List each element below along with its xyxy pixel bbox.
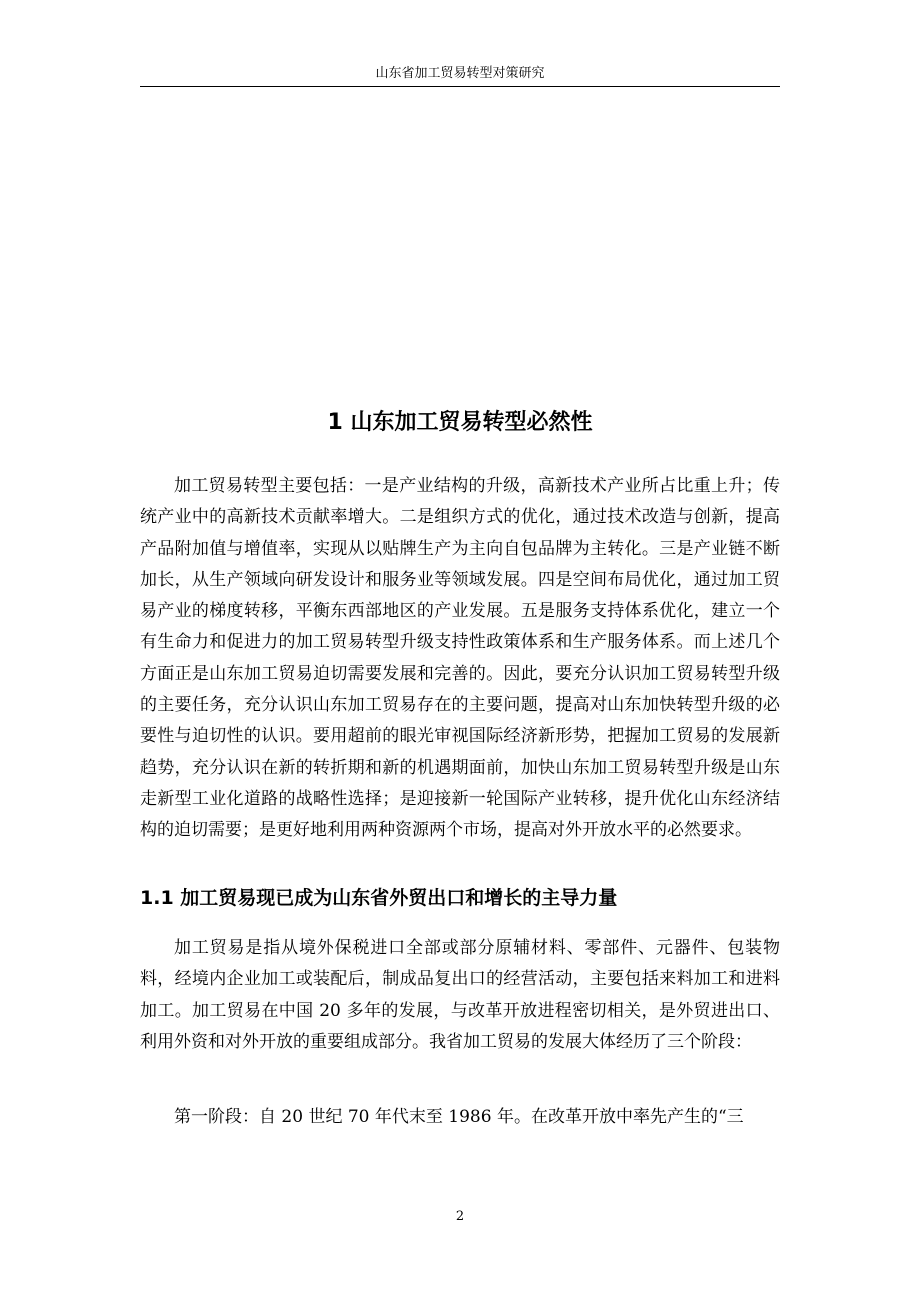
body-paragraph: 加工贸易是指从境外保税进口全部或部分原辅材料、零部件、元器件、包装物料，经境内企业加工或装配后，制成品复出口的经营活动，主要包括来料加工和进料加工。加工贸易在中国 20 多年的发展，与改革开放进程密切相关，是外贸进出口、利用外资和对外开放的重要组成部分。我省加工贸易的发展大体经历了三个阶段： — [140, 938, 780, 1052]
running-header — [140, 64, 780, 87]
page-number: 2 — [455, 1209, 465, 1224]
section-heading: 1.1 加工贸易现已成为山东省外贸出口和增长的主导力量 — [140, 887, 618, 909]
body-paragraph: 第一阶段：自 20 世纪 70 年代末至 1986 年。在改革开放中率先产生的“三 — [174, 1107, 744, 1127]
chapter-title: 1 山东加工贸易转型必然性 — [327, 410, 593, 435]
running-header-title: 山东省加工贸易转型对策研究 — [375, 66, 545, 81]
body-paragraph: 加工贸易转型主要包括：一是产业结构的升级，高新技术产业所占比重上升；传统产业中的高新技术贡献率增大。二是组织方式的优化，通过技术改造与创新，提高产品附加值与增值率，实现从以贴牌生产为主向自包品牌为主转化。三是产业链不断加长，从生产领域向研发设计和服务业等领域发展。四是空间布局优化，通过加工贸易产业的梯度转移，平衡东西部地区的产业发展。五是服务支持体系优化，建立一个有生命力和促进力的加工贸易转型升级支持性政策体系和生产服务体系。而上述几个方面正是山东加工贸易迫切需要发展和完善的。因此，要充分认识加工贸易转型升级的主要任务，充分认识山东加工贸易存在的主要问题，提高对山东加快转型升级的必要性与迫切性的认识。要用超前的眼光审视国际经济新形势，把握加工贸易的发展新趋势，充分认识在新的转折期和新的机遇期面前，加快山东加工贸易转型升级是山东走新型工业化道路的战略性选择；是迎接新一轮国际产业转移，提升优化山东经济结构的迫切需要；是更好地利用两种资源两个市场，提高对外开放水平的必然要求。 — [140, 476, 780, 841]
